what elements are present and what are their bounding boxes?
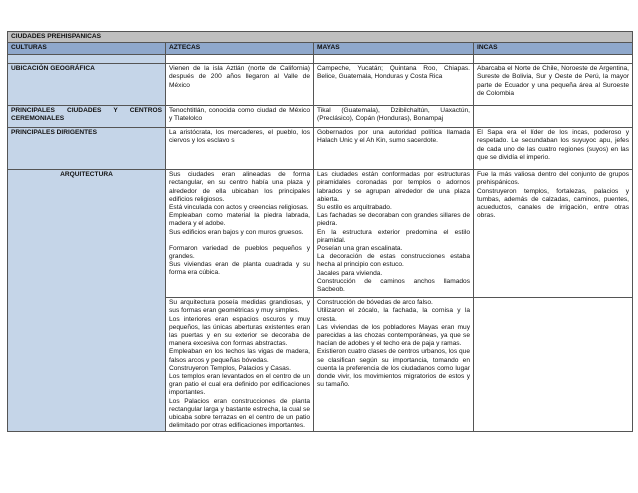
cell-incas: Abarcaba el Norte de Chile, Noroeste de Argentina, Sureste de Bolivia, Sur y Oeste de Perú, la mayor parte de Ecuador y una pequeña área al Suroeste de Colombia <box>474 64 633 106</box>
spacer-cell <box>314 55 474 64</box>
table-title-row <box>8 32 633 43</box>
spacer-row <box>8 55 633 64</box>
comparison-table <box>7 31 633 432</box>
table-header-row <box>8 43 633 55</box>
cell-incas: El Sapa era el líder de los incas, poderoso y respetado. Le secundaban los suyuyoc apu, jefes de cada uno de las cuatro regiones (suyos) en las que se dividía el imperio. <box>474 128 633 170</box>
aztecas-arquitectura-text: Formaron variedad de pueblos pequeños y grandes. Sus viviendas eran de planta cuadrada y su forma era cúbica. <box>169 244 310 277</box>
cell-mayas <box>314 170 474 298</box>
cell-incas <box>474 170 633 298</box>
spacer-cell <box>474 55 633 64</box>
spacer-cell <box>166 55 314 64</box>
header-mayas: MAYAS <box>314 43 474 55</box>
aztecas-arquitectura-text: Sus ciudades eran alineadas de forma rectangular, en su centro había una plaza y alrededor de ella ubicaban los principales edificios religiosos. Está vinculada con actos y creencias religiosas. Empleaban como material la piedra labrada, madera y el adobe. Sus edificios eran bajos y con muros gruesos. <box>169 171 310 236</box>
cell-incas <box>474 298 633 432</box>
cell-aztecas <box>166 298 314 432</box>
row-label: PRINCIPALES DIRIGENTES <box>8 128 166 170</box>
spacer-cell <box>8 55 166 64</box>
row-label: PRINCIPALES CIUDADES Y CENTROS CEREMONIALES <box>8 106 166 128</box>
cell-aztecas: Tenochtitlán, conocida como ciudad de México y Tlatelolco <box>166 106 314 128</box>
cell-incas <box>474 106 633 128</box>
row-arquitectura-1 <box>8 170 633 298</box>
document-page <box>7 31 632 432</box>
cell-aztecas: La aristócrata, los mercaderes, el pueblo, los ciervos y los esclavo s <box>166 128 314 170</box>
cell-aztecas: Vienen de la isla Aztlán (norte de California) después de 200 años llegaron al Valle de México <box>166 64 314 106</box>
table-title: CIUDADES PREHISPANICAS <box>8 32 633 43</box>
paragraph-gap <box>169 237 310 245</box>
aztecas-arquitectura-text: Su arquitectura poseía medidas grandiosas, y sus formas eran geométricas y muy simples. Los interiores eran espacios oscuros y muy pequeños, las únicas aberturas existentes eran las puertas y en su exterior se decoraba de manera excesiva con formas abstractas. Empleaban en los techos las vigas de madera, falsos arcos y pequeñas bóvedas. Construyeron Templos, Palacios y Casas. Los templos eran levantados en el centro de un gran patio el cual era definido por edificaciones importantes. Los Palacios eran construcciones de planta rectangular larga y bastante estrecha, la cual se ubicaba sobre terrazas en el centro de un patio delimitado por otras edificaciones importantes. <box>169 299 310 430</box>
cell-aztecas <box>166 170 314 298</box>
cell-mayas: Gobernados por una autoridad política llamada Halach Unic y el Ah Kin, sumo sacerdote. <box>314 128 474 170</box>
mayas-arquitectura-text: Construcción de bóvedas de arco falso. Utilizaron el zócalo, la fachada, la cornisa y la cresta. Las viviendas de los pobladores Mayas eran muy parecidas a las chozas contemporáneas, ya que se hacían de adobes y el techo era de paja y ramas. Existieron cuatro clases de centros urbanos, los que se clasifican según su importancia, tomando en cuenta la preferencia de los ciudadanos como lugar donde vivir, los movimientos migratorios de estos y su tamaño. <box>317 299 470 389</box>
row-label: UBICACIÓN GEOGRÁFICA <box>8 64 166 106</box>
mayas-arquitectura-text: Las ciudades están conformadas por estructuras piramidales coronadas por templos o adornos labrados y se agrupan alrededor de una plaza abierta. Su estilo es arquitrabado. Las fachadas se decoraban con grandes sillares de piedra. En la estructura exterior predomina el estilo piramidal. Poseían una gran escalinata. La decoración de estas construcciones estaba hecha al principio con estuco. Jacales para vivienda. Construcción de caminos anchos llamados Sacbeob. <box>317 171 470 294</box>
incas-arquitectura-text: Fue la más valiosa dentro del conjunto de grupos prehispánicos. Construyeron templos, fortalezas, palacios y tumbas, además de calzadas, caminos, puentes, acueductos, canales de irrigación, entre otras obras. <box>477 171 630 220</box>
cell-mayas <box>314 298 474 432</box>
row-centros <box>8 106 633 128</box>
header-culturas: CULTURAS <box>8 43 166 55</box>
row-ubicacion <box>8 64 633 106</box>
row-dirigentes <box>8 128 633 170</box>
cell-mayas: Campeche, Yucatán; Quintana Roo, Chiapas. Belice, Guatemala, Honduras y Costa Rica <box>314 64 474 106</box>
header-aztecas: AZTECAS <box>166 43 314 55</box>
row-label: ARQUITECTURA <box>8 170 166 432</box>
cell-mayas: Tikal (Guatemala), Dzibilchaltún, Uaxactún, (Preclásico), Copán (Honduras), Bonampaj <box>314 106 474 128</box>
header-incas: INCAS <box>474 43 633 55</box>
